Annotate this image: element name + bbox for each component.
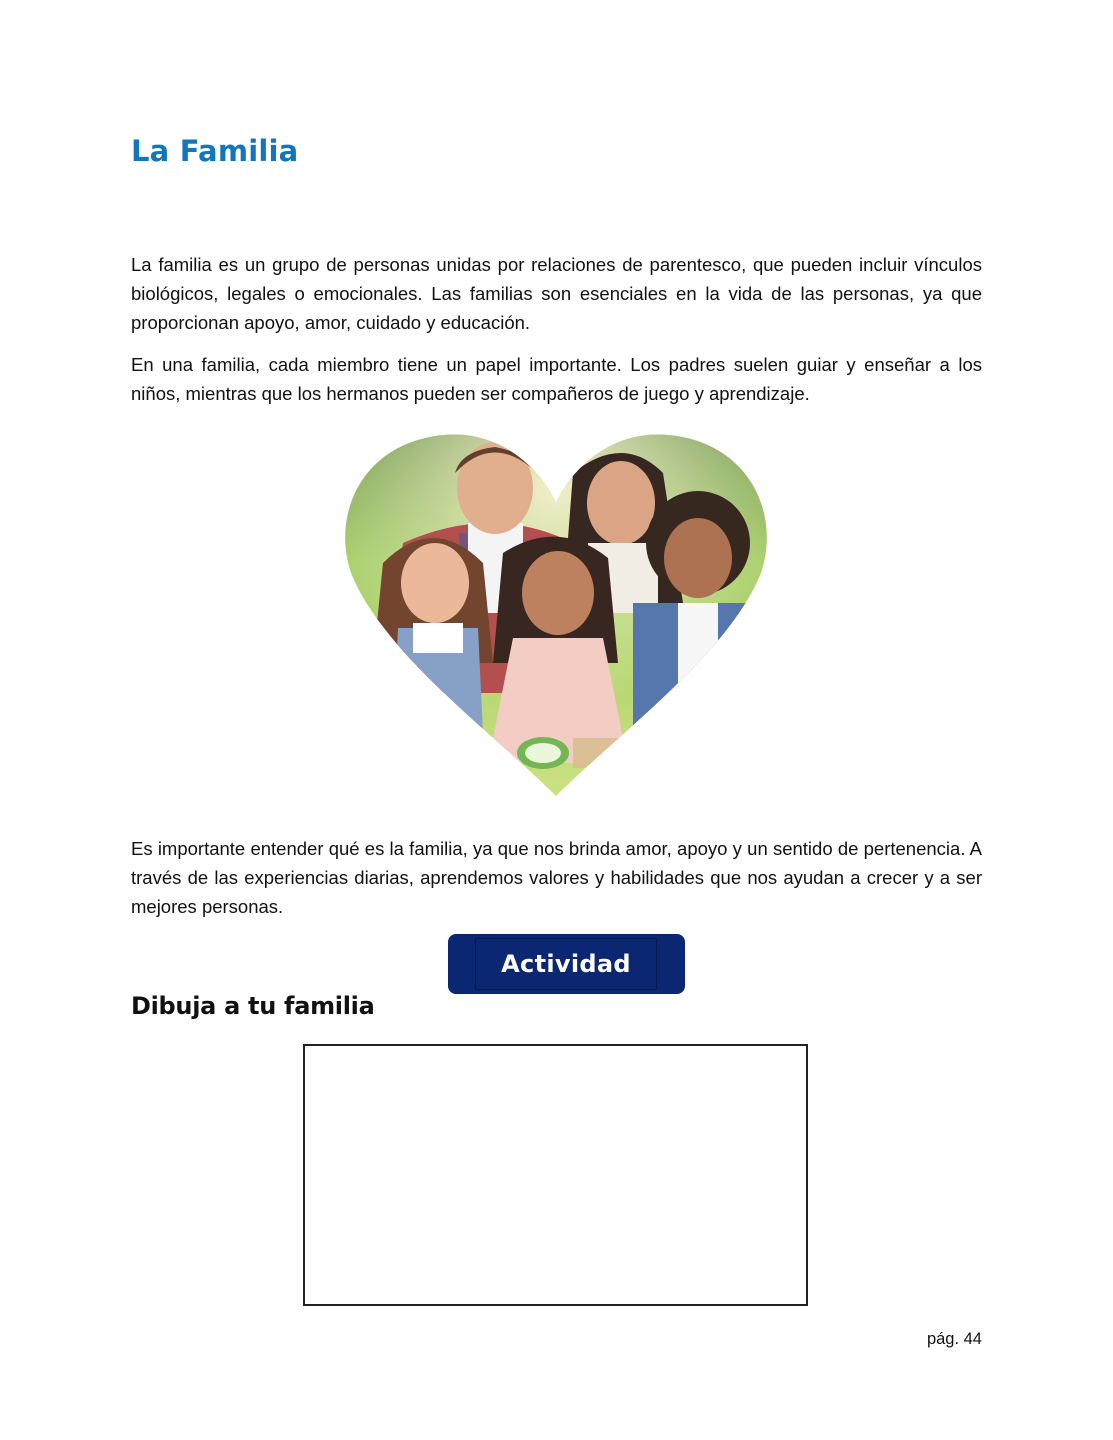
activity-label: Actividad xyxy=(475,938,657,990)
activity-badge xyxy=(448,934,685,994)
activity-title: Dibuja a tu familia xyxy=(131,992,375,1020)
family-heart-photo xyxy=(343,433,769,796)
paragraph-roles: En una familia, cada miembro tiene un papel importante. Los padres suelen guiar y enseñar a los niños, mientras que los hermanos pueden ser compañeros de juego y aprendizaje. xyxy=(131,354,982,404)
paragraph-importance: Es importante entender qué es la familia, ya que nos brinda amor, apoyo y un sentido de pertenencia. A través de las experiencias diarias, aprendemos valores y habilidades que nos ayudan a crecer y a ser mejores personas. xyxy=(131,838,982,917)
page-number: pág. 44 xyxy=(926,1330,982,1348)
drawing-area[interactable] xyxy=(303,1044,808,1306)
paragraph-intro: La familia es un grupo de personas unidas por relaciones de parentesco, que pueden incluir vínculos biológicos, legales o emocionales. Las familias son esenciales en la vida de las personas, ya que proporcionan apoyo, amor, cuidado y educación. xyxy=(131,254,982,333)
page-title: La Familia xyxy=(131,134,299,168)
